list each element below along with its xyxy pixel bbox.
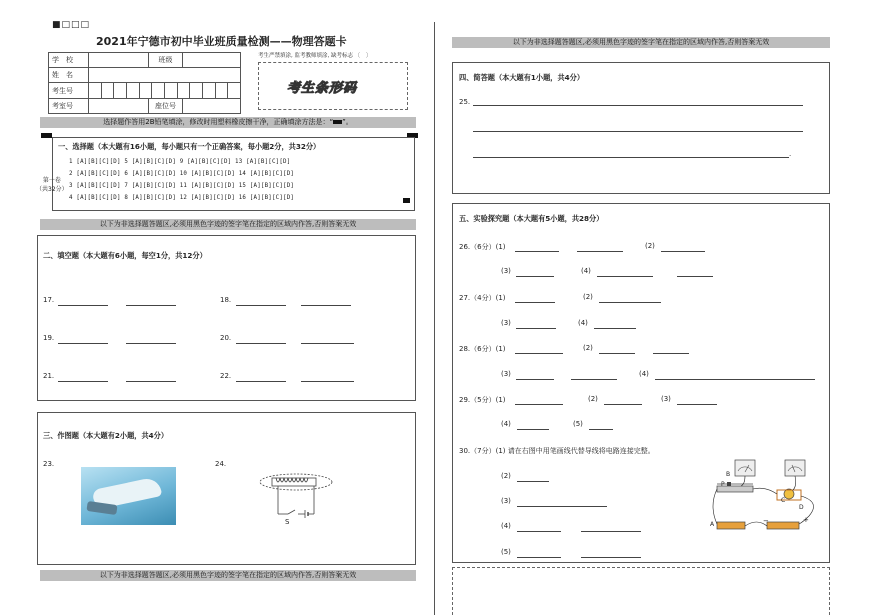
room-no-field[interactable] xyxy=(89,99,149,114)
q17-blank-1[interactable] xyxy=(58,298,108,306)
q29-3-blank[interactable] xyxy=(677,397,717,405)
seat-no-field[interactable] xyxy=(183,99,241,114)
section3-title: 三、作图题（本大题有2小题，共4分） xyxy=(43,431,169,440)
q22-blank-1[interactable] xyxy=(236,374,286,382)
q20-blank-2[interactable] xyxy=(301,336,354,344)
q18-label: 18. xyxy=(220,296,232,304)
submarine-photo[interactable] xyxy=(81,467,176,525)
q30-3-blank[interactable] xyxy=(517,499,607,507)
info-table xyxy=(48,52,241,114)
school-field[interactable] xyxy=(89,53,149,68)
filled-square: ■ xyxy=(52,20,62,30)
q27-4-blank[interactable] xyxy=(594,321,636,329)
q28-part3-label: (3) xyxy=(501,370,511,378)
choice-section xyxy=(52,137,415,211)
q26-part4-label: (4) xyxy=(581,267,591,275)
fill-instruction-bar xyxy=(40,117,416,128)
choice-row[interactable]: 2 [A][B][C][D] 6 [A][B][C][D] 10 [A][B][C][D] 14 [A][B][C][D] xyxy=(69,171,295,177)
q27-3-blank[interactable] xyxy=(516,321,556,329)
alignment-mark xyxy=(41,133,52,138)
q27-part4-label: (4) xyxy=(578,319,588,327)
q28-part2-label: (2) xyxy=(583,344,593,352)
q19-blank-1[interactable] xyxy=(58,336,108,344)
q28-1-blank[interactable] xyxy=(515,346,563,354)
warning-bar: 以下为非选择题答题区,必须用黑色字迹的签字笔在指定的区域内作答,否则答案无效 xyxy=(40,219,416,230)
class-label: 班级 xyxy=(149,53,183,68)
section1-title: 一、选择题（本大题有16小题，每小题只有一个正确答案，每小题2分，共32分） xyxy=(58,142,321,151)
q29-5-blank[interactable] xyxy=(589,422,613,430)
q26-1-blank-1[interactable] xyxy=(515,244,559,252)
q23-label: 23. xyxy=(43,460,55,468)
exam-no-field[interactable] xyxy=(89,83,241,99)
q18-blank-1[interactable] xyxy=(236,298,286,306)
q30-part3-label: (3) xyxy=(501,497,511,505)
name-field[interactable] xyxy=(89,68,241,83)
q26-2-blank[interactable] xyxy=(661,244,705,252)
q25-line-2[interactable] xyxy=(473,131,803,132)
q26-4-blank-2[interactable] xyxy=(677,269,713,277)
q28-2-blank-1[interactable] xyxy=(599,346,635,354)
q30-2-blank[interactable] xyxy=(517,474,549,482)
part1-label-line1: 第一卷 xyxy=(42,177,61,184)
q26-part2-label: (2) xyxy=(645,242,655,250)
electromagnet-diagram[interactable] xyxy=(258,468,358,530)
q19-blank-2[interactable] xyxy=(126,336,176,344)
label-minus: − xyxy=(763,517,769,525)
part1-label xyxy=(36,176,68,194)
q30-5-blank-1[interactable] xyxy=(517,550,561,558)
q19-label: 19. xyxy=(43,334,55,342)
q20-label: 20. xyxy=(220,334,232,342)
q30-4-blank-1[interactable] xyxy=(517,524,561,532)
label-a: A xyxy=(710,521,715,528)
switch-label: S xyxy=(285,518,290,526)
q22-blank-2[interactable] xyxy=(301,374,354,382)
label-plus: + xyxy=(803,516,809,524)
q21-blank-1[interactable] xyxy=(58,374,108,382)
label-b: B xyxy=(726,471,731,478)
q27-part3-label: (3) xyxy=(501,319,511,327)
section4-title: 四、简答题（本大题有1小题，共4分） xyxy=(459,73,585,82)
q25-line-3[interactable] xyxy=(473,157,789,158)
q29-1-blank[interactable] xyxy=(515,397,563,405)
q30-part4-label: (4) xyxy=(501,522,511,530)
q27-2-blank[interactable] xyxy=(599,295,661,303)
page-title: 2021年宁德市初中毕业班质量检测——物理答题卡 xyxy=(96,35,347,48)
absent-notice xyxy=(258,51,371,59)
column-divider xyxy=(434,22,435,615)
q28-label: 28.（6分）(1) xyxy=(459,345,506,353)
q27-part2-label: (2) xyxy=(583,293,593,301)
absent-notice-text: 考生严禁填涂, 监考教师填涂, 缺考标志 xyxy=(258,53,353,59)
part1-label-line2: （共32分） xyxy=(36,186,68,193)
circuit-apparatus-diagram[interactable] xyxy=(705,456,825,538)
corner-squares xyxy=(52,20,90,30)
next-section-area xyxy=(452,567,830,615)
q26-1-blank-2[interactable] xyxy=(577,244,623,252)
q28-3-blank-1[interactable] xyxy=(516,372,554,380)
q26-4-blank-1[interactable] xyxy=(597,269,653,277)
barcode-area xyxy=(258,62,408,110)
q29-part2-label: (2) xyxy=(588,395,598,403)
drawing-section xyxy=(37,412,416,565)
q26-3-blank[interactable] xyxy=(516,269,554,277)
fill-in-section xyxy=(37,235,416,401)
alignment-mark xyxy=(403,198,410,203)
fill-instruction-text: 选择题作答用2B铅笔填涂，修改时用塑料橡皮擦干净，正确填涂方法是：“ xyxy=(103,118,334,126)
absent-mark-box[interactable]: 〔 〕 xyxy=(354,53,372,59)
q29-part3-label: (3) xyxy=(661,395,671,403)
q22-label: 22. xyxy=(220,372,232,380)
q25-period: . xyxy=(789,150,792,158)
q29-part5-label: (5) xyxy=(573,420,583,428)
q20-blank-1[interactable] xyxy=(236,336,286,344)
q21-label: 21. xyxy=(43,372,55,380)
q17-blank-2[interactable] xyxy=(126,298,176,306)
name-label: 姓 名 xyxy=(49,68,89,83)
short-answer-section xyxy=(452,62,830,194)
exam-no-label: 考生号 xyxy=(49,83,89,99)
q27-label: 27.（4分）(1) xyxy=(459,294,506,302)
warning-bar: 以下为非选择题答题区,必须用黑色字迹的签字笔在指定的区域内作答,否则答案无效 xyxy=(452,37,830,48)
q26-part3-label: (3) xyxy=(501,267,511,275)
q29-part4-label: (4) xyxy=(501,420,511,428)
section5-title: 五、实验探究题（本大题有5小题，共28分） xyxy=(459,214,604,223)
section2-title: 二、填空题（本大题有6小题，每空1分，共12分） xyxy=(43,251,207,260)
q24-label: 24. xyxy=(215,460,227,468)
q30-part5-label: (5) xyxy=(501,548,511,556)
room-no-label: 考室号 xyxy=(49,99,89,114)
empty-squares: □□□ xyxy=(61,20,91,30)
choice-row[interactable]: 1 [A][B][C][D] 5 [A][B][C][D] 9 [A][B][C][D] 13 [A][B][C][D] xyxy=(69,159,291,165)
q28-4-blank[interactable] xyxy=(655,372,815,380)
q28-part4-label: (4) xyxy=(639,370,649,378)
q28-3-blank-2[interactable] xyxy=(571,372,617,380)
experiment-section xyxy=(452,203,830,563)
fill-instruction-end: ”。 xyxy=(342,118,353,126)
seat-no-label: 座位号 xyxy=(149,99,183,114)
q30-label: 30.（7分）(1) 请在右图中用笔画线代替导线将电路连接完整。 xyxy=(459,447,655,455)
q21-blank-2[interactable] xyxy=(126,374,176,382)
choice-row[interactable]: 4 [A][B][C][D] 8 [A][B][C][D] 12 [A][B][C][D] 16 [A][B][C][D] xyxy=(69,195,295,201)
q25-line-1[interactable] xyxy=(473,105,803,106)
q30-5-blank-2[interactable] xyxy=(581,550,641,558)
label-p: P xyxy=(721,481,725,488)
q26-label: 26.（6分）(1) xyxy=(459,243,506,251)
q29-4-blank[interactable] xyxy=(517,422,549,430)
q18-blank-2[interactable] xyxy=(301,298,351,306)
q30-part2-label: (2) xyxy=(501,472,511,480)
label-c: C xyxy=(781,497,786,504)
barcode-label: 考生条形码 xyxy=(287,81,358,96)
q29-2-blank[interactable] xyxy=(604,397,642,405)
q27-1-blank[interactable] xyxy=(515,295,555,303)
school-label: 学 校 xyxy=(49,53,89,68)
q25-label: 25. xyxy=(459,98,471,106)
label-d: D xyxy=(799,504,804,511)
choice-row[interactable]: 3 [A][B][C][D] 7 [A][B][C][D] 11 [A][B][C][D] 15 [A][B][C][D] xyxy=(69,183,295,189)
q17-label: 17. xyxy=(43,296,55,304)
class-field[interactable] xyxy=(183,53,241,68)
filled-mark-sample xyxy=(333,120,342,124)
q28-2-blank-2[interactable] xyxy=(653,346,689,354)
warning-bar: 以下为非选择题答题区,必须用黑色字迹的签字笔在指定的区域内作答,否则答案无效 xyxy=(40,570,416,581)
q30-4-blank-2[interactable] xyxy=(581,524,641,532)
q29-label: 29.（5分）(1) xyxy=(459,396,506,404)
